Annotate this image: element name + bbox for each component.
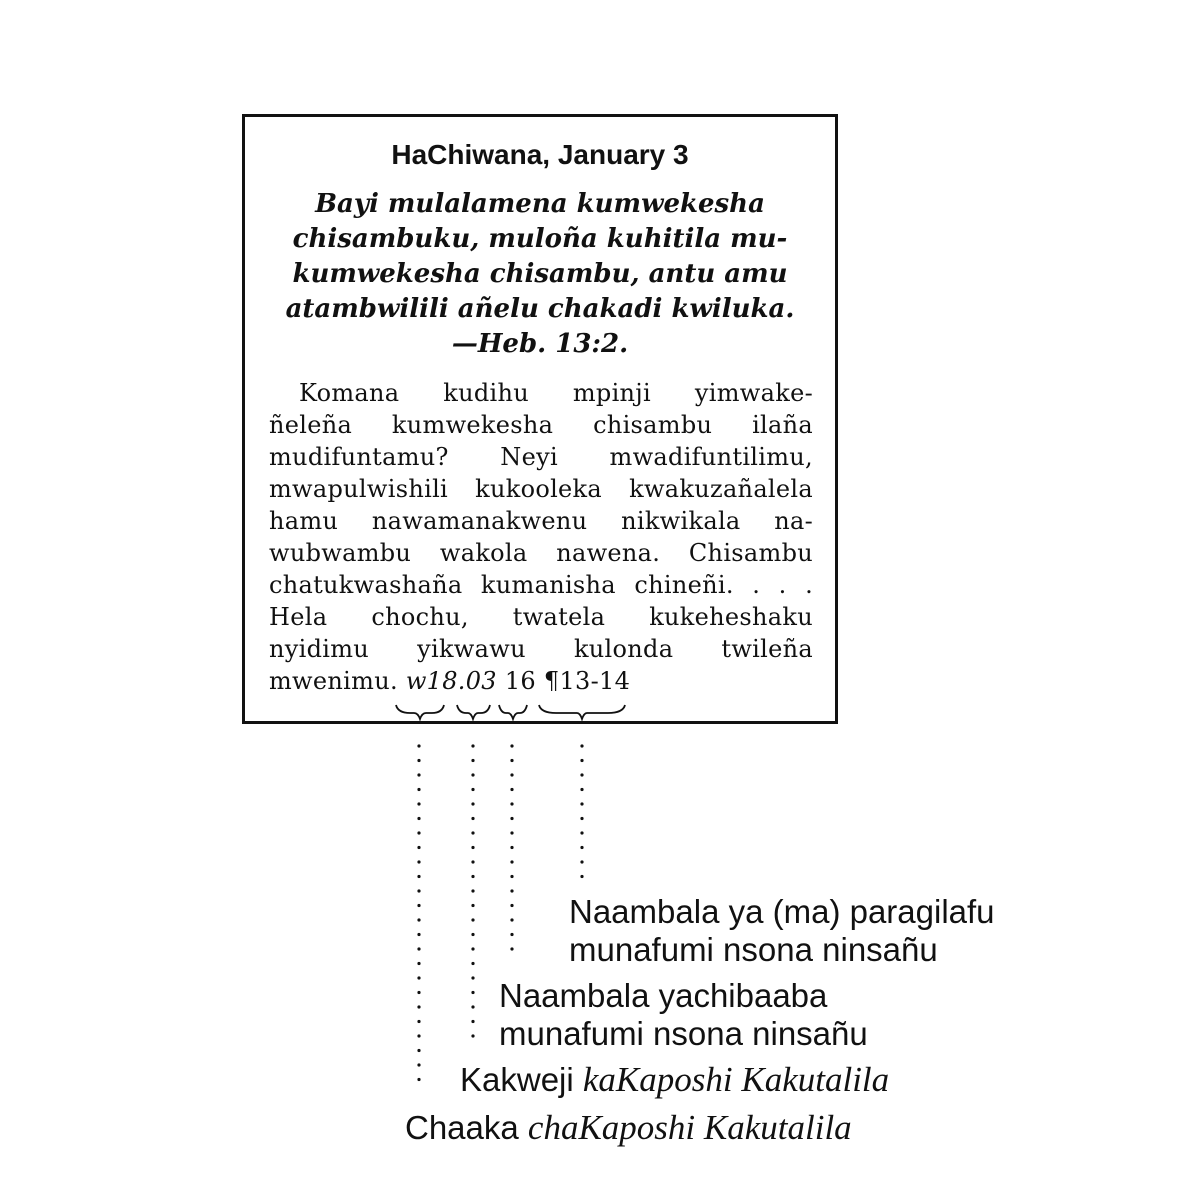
comment-line: Komana kudihu mpinji yimwake- (299, 379, 813, 407)
reference-publication: w18.03 (405, 667, 497, 695)
reference-page: 16 (504, 667, 536, 695)
verse-line: Bayi mulalamena kumwekesha (315, 189, 765, 219)
annotation-page (499, 977, 868, 1053)
comment-line: mudifuntamu? Neyi mwadifuntilimu, (269, 443, 813, 471)
comment-line: ñeleña kumwekesha chisambu ilaña (269, 411, 813, 439)
annotation-paragraphs (569, 893, 995, 969)
underbraces (396, 705, 625, 719)
verse-line: atambwilili añelu chakadi kwiluka. (285, 294, 795, 324)
annotation-year-italic: chaKaposhi Kakutalila (527, 1108, 852, 1147)
annotation-paragraphs-line1: Naambala ya (ma) paragilafu (569, 893, 995, 930)
verse-line: chisambuku, muloña kuhitila mu- (292, 224, 788, 254)
comment-line: chatukwashaña kumanisha chineñi. . . . (269, 571, 813, 599)
annotation-year-prefix: Chaaka (405, 1109, 528, 1146)
comment-last-word: mwenimu. (269, 667, 398, 695)
annotation-page-line1: Naambala yachibaaba (499, 977, 828, 1014)
annotation-paragraphs-line2: munafumi nsona ninsañu (569, 931, 938, 968)
brace-year (396, 705, 444, 719)
brace-paragraphs (539, 705, 625, 719)
brace-issue (457, 705, 490, 719)
comment-line: mwapulwishili kukooleka kwakuzañalela (269, 475, 813, 503)
verse-citation: —Heb. 13:2. (451, 329, 629, 359)
comment-line: Hela chochu, twatela kukeheshaku (269, 603, 813, 631)
annotation-year (405, 1109, 852, 1147)
comment-line: nyidimu yikwawu kulonda twileña (269, 635, 813, 663)
comment-line: hamu nawamanakwenu nikwikala na- (269, 507, 813, 535)
annotation-issue-prefix: Kakweji (460, 1061, 583, 1098)
verse-line: kumwekesha chisambu, antu amu (292, 259, 788, 289)
brace-page (499, 705, 527, 719)
annotation-issue (460, 1061, 889, 1099)
annotation-page-line2: munafumi nsona ninsañu (499, 1015, 868, 1052)
reference-paragraphs: ¶13-14 (543, 667, 631, 695)
comment-line: wubwambu wakola nawena. Chisambu (269, 539, 813, 567)
annotation-issue-italic: kaKaposhi Kakutalila (582, 1060, 890, 1099)
date-heading: HaChiwana, January 3 (391, 139, 689, 170)
